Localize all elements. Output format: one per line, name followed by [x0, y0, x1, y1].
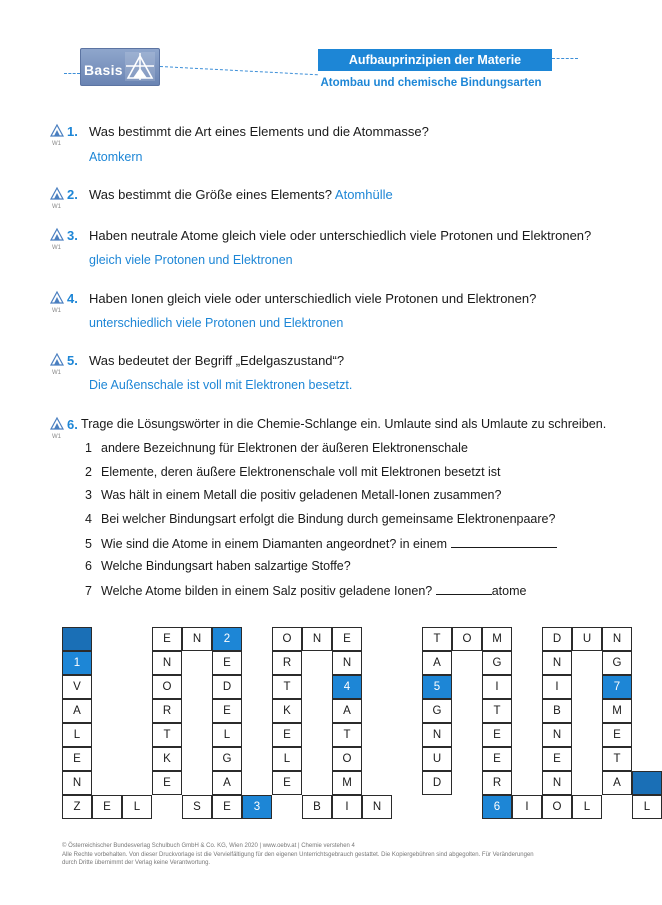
letter-cell: L — [122, 795, 152, 819]
letter-cell: A — [602, 771, 632, 795]
header-dash-middle — [160, 66, 318, 75]
level-triangle-icon — [50, 291, 64, 304]
letter-cell: A — [62, 699, 92, 723]
header-dash-right — [552, 58, 578, 59]
answer-text: Die Außenschale ist voll mit Elektronen besetzt. — [89, 378, 353, 392]
letter-cell: T — [272, 675, 302, 699]
clue-text: Wie sind die Atome in einem Diamanten angeordnet? in einem — [101, 537, 448, 551]
question-text — [89, 187, 393, 202]
clue-item — [85, 583, 526, 598]
header-dash-left — [64, 73, 80, 74]
letter-cell: A — [212, 771, 242, 795]
letter-cell: K — [272, 699, 302, 723]
letter-cell: B — [542, 699, 572, 723]
shaded-cell — [632, 771, 662, 795]
letter-cell: E — [602, 723, 632, 747]
letter-cell: Z — [62, 795, 92, 819]
clue-text: Welche Atome bilden in einem Salz positiv geladene Ionen? — [101, 584, 433, 598]
letter-cell: G — [212, 747, 242, 771]
letter-cell: E — [152, 627, 182, 651]
letter-cell: D — [542, 627, 572, 651]
letter-cell: E — [212, 795, 242, 819]
letter-cell: N — [62, 771, 92, 795]
number-cell: 4 — [332, 675, 362, 699]
letter-cell: G — [602, 651, 632, 675]
letter-cell: I — [482, 675, 512, 699]
letter-cell: T — [332, 723, 362, 747]
letter-cell: T — [602, 747, 632, 771]
level-label: W1 — [52, 370, 61, 376]
letter-cell: L — [632, 795, 662, 819]
answer-text: gleich viele Protonen und Elektronen — [89, 253, 293, 267]
answer-text: Atomkern — [89, 150, 143, 164]
letter-cell: T — [482, 699, 512, 723]
level-triangle-icon — [50, 417, 64, 430]
level-triangle-icon — [50, 228, 64, 241]
level-label: W1 — [52, 434, 61, 440]
number-cell: 1 — [62, 651, 92, 675]
clue-number: 7 — [85, 584, 92, 598]
answer-text: Atomhülle — [334, 187, 393, 202]
letter-cell: L — [62, 723, 92, 747]
letter-cell: E — [542, 747, 572, 771]
question-text-main: Was bestimmt die Größe eines Elements? — [89, 187, 332, 202]
basis-badge — [80, 48, 160, 86]
clue-item — [85, 512, 555, 526]
question-number: 3. — [67, 228, 78, 243]
letter-cell: E — [482, 747, 512, 771]
letter-cell: R — [152, 699, 182, 723]
footer-disclaimer: durch Dritte übernimmt der Verlag keine Verantwortung. — [62, 860, 211, 866]
question-text: Haben Ionen gleich viele oder unterschiedlich viele Protonen und Elektronen? — [89, 291, 537, 306]
question-number: 5. — [67, 353, 78, 368]
triangle-level-icon — [125, 52, 155, 81]
letter-cell: M — [602, 699, 632, 723]
footer-rights: Alle Rechte vorbehalten. Von dieser Druckvorlage ist die Vervielfältigung für den eigenen Unterrichtsgebrauch gestattet. Die Kopiergebühren sind abgegolten. Für Veränderungen — [62, 852, 534, 858]
letter-cell: E — [482, 723, 512, 747]
number-cell: 3 — [242, 795, 272, 819]
number-cell: 7 — [602, 675, 632, 699]
letter-cell: B — [302, 795, 332, 819]
level-label: W1 — [52, 308, 61, 314]
letter-cell: E — [92, 795, 122, 819]
answer-blank — [451, 536, 557, 548]
question-text: Haben neutrale Atome gleich viele oder unterschiedlich viele Protonen und Elektronen? — [89, 228, 592, 243]
level-label: W1 — [52, 204, 61, 210]
answer-text: unterschiedlich viele Protonen und Elektronen — [89, 316, 344, 330]
letter-cell: E — [272, 723, 302, 747]
letter-cell: S — [182, 795, 212, 819]
shaded-cell — [62, 627, 92, 651]
letter-cell: E — [332, 627, 362, 651]
letter-cell: R — [482, 771, 512, 795]
letter-cell: N — [302, 627, 332, 651]
clue-number: 4 — [85, 512, 92, 526]
letter-cell: D — [422, 771, 452, 795]
letter-cell: M — [482, 627, 512, 651]
letter-cell: R — [272, 651, 302, 675]
letter-cell: M — [332, 771, 362, 795]
letter-cell: O — [272, 627, 302, 651]
level-triangle-icon — [50, 124, 64, 137]
letter-cell: E — [212, 651, 242, 675]
letter-cell: N — [542, 771, 572, 795]
letter-cell: U — [572, 627, 602, 651]
question-text: Trage die Lösungswörter in die Chemie-Schlange ein. Umlaute sind als Umlaute zu schreiben. — [81, 417, 607, 431]
question-number: 4. — [67, 291, 78, 306]
letter-cell: L — [272, 747, 302, 771]
question-number: 6. — [67, 417, 78, 432]
letter-cell: U — [422, 747, 452, 771]
letter-cell: T — [152, 723, 182, 747]
letter-cell: N — [182, 627, 212, 651]
letter-cell: G — [422, 699, 452, 723]
clue-number: 3 — [85, 488, 92, 502]
letter-cell: A — [332, 699, 362, 723]
letter-cell: K — [152, 747, 182, 771]
level-triangle-icon — [50, 353, 64, 366]
number-cell: 6 — [482, 795, 512, 819]
letter-cell: I — [512, 795, 542, 819]
basis-label: Basis — [84, 62, 123, 78]
letter-cell: O — [452, 627, 482, 651]
clue-number: 6 — [85, 559, 92, 573]
clue-item — [85, 465, 501, 479]
clue-text: Bei welcher Bindungsart erfolgt die Bindung durch gemeinsame Elektronenpaare? — [101, 512, 556, 526]
letter-cell: E — [212, 699, 242, 723]
level-label: W1 — [52, 141, 61, 147]
letter-cell: L — [212, 723, 242, 747]
letter-cell: N — [152, 651, 182, 675]
letter-cell: N — [542, 651, 572, 675]
letter-cell: I — [332, 795, 362, 819]
clue-item — [85, 441, 468, 455]
clue-item — [85, 559, 351, 573]
question-text: Was bestimmt die Art eines Elements und die Atommasse? — [89, 124, 429, 139]
letter-cell: O — [542, 795, 572, 819]
letter-cell: I — [542, 675, 572, 699]
number-cell: 5 — [422, 675, 452, 699]
clue-number: 5 — [85, 537, 92, 551]
clue-item — [85, 536, 557, 551]
page-title: Aufbauprinzipien der Materie — [318, 49, 552, 71]
letter-cell: N — [332, 651, 362, 675]
letter-cell: N — [422, 723, 452, 747]
question-number: 1. — [67, 124, 78, 139]
letter-cell: E — [272, 771, 302, 795]
footer-copyright: © Österreichischer Bundesverlag Schulbuch GmbH & Co. KG, Wien 2020 | www.oebv.at | Chemie verstehen 4 — [62, 843, 355, 849]
level-triangle-icon — [50, 187, 64, 200]
letter-cell: E — [152, 771, 182, 795]
letter-cell: V — [62, 675, 92, 699]
question-number: 2. — [67, 187, 78, 202]
clue-text: Elemente, deren äußere Elektronenschale voll mit Elektronen besetzt ist — [101, 465, 501, 479]
letter-cell: T — [422, 627, 452, 651]
clue-text: Welche Bindungsart haben salzartige Stoffe? — [101, 559, 351, 573]
letter-cell: A — [422, 651, 452, 675]
letter-cell: N — [542, 723, 572, 747]
clue-text: andere Bezeichnung für Elektronen der äußeren Elektronenschale — [101, 441, 468, 455]
clue-text: Was hält in einem Metall die positiv geladenen Metall-Ionen zusammen? — [101, 488, 502, 502]
letter-cell: E — [62, 747, 92, 771]
letter-cell: O — [332, 747, 362, 771]
clue-number: 1 — [85, 441, 92, 455]
question-text: Was bedeutet der Begriff „Edelgaszustand“? — [89, 353, 345, 368]
number-cell: 2 — [212, 627, 242, 651]
letter-cell: D — [212, 675, 242, 699]
letter-cell: O — [152, 675, 182, 699]
clue-number: 2 — [85, 465, 92, 479]
letter-cell: L — [572, 795, 602, 819]
letter-cell: N — [602, 627, 632, 651]
level-label: W1 — [52, 245, 61, 251]
clue-suffix: atome — [491, 584, 527, 598]
page-subtitle: Atombau und chemische Bindungsarten — [320, 77, 542, 89]
letter-cell: G — [482, 651, 512, 675]
letter-cell: N — [362, 795, 392, 819]
answer-blank — [436, 583, 492, 595]
clue-item — [85, 488, 501, 502]
